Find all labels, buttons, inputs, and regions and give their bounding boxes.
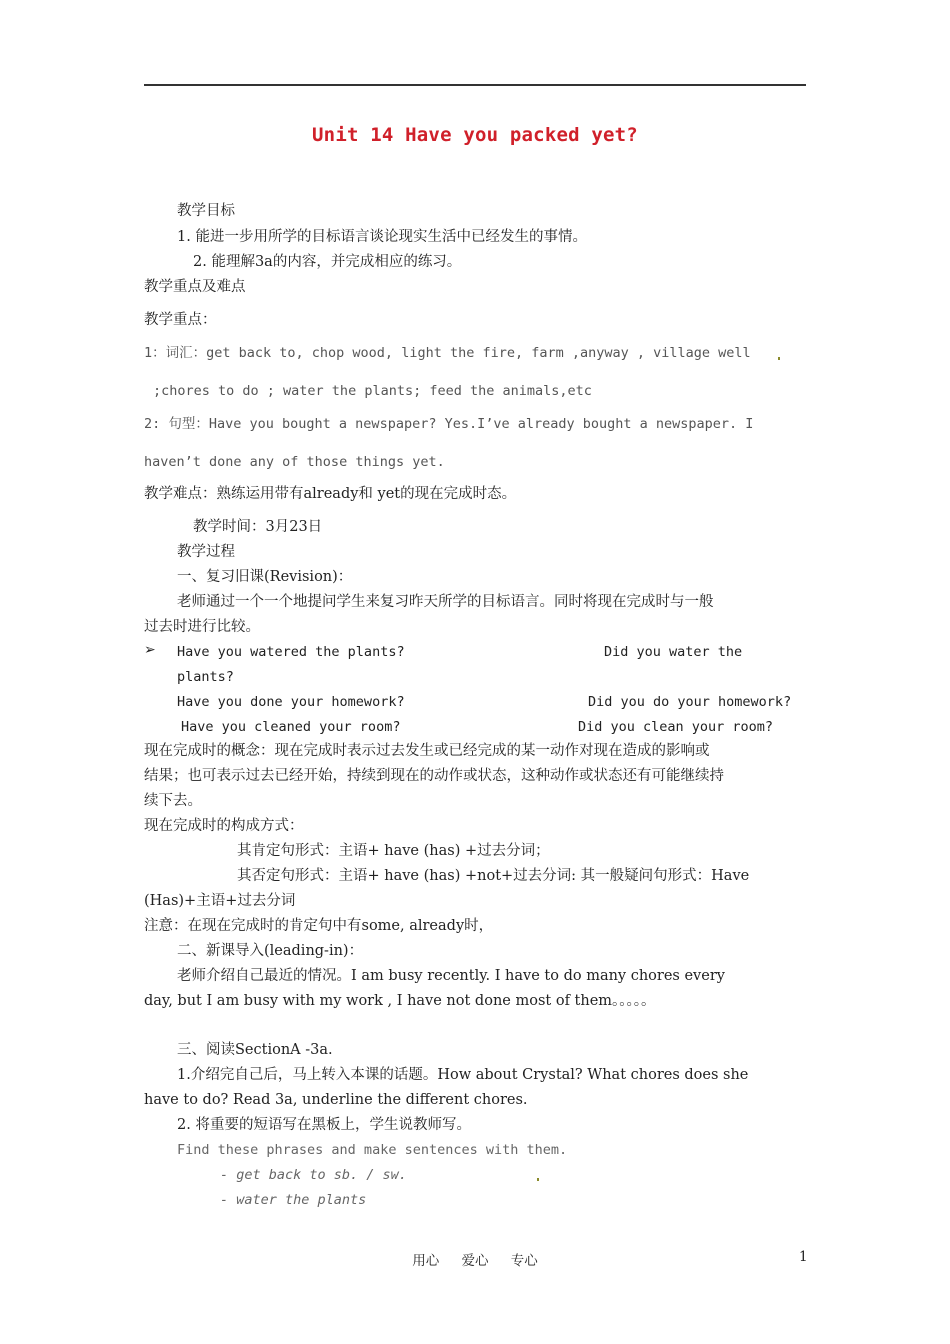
concept-paragraph: 现在完成时的概念：现在完成时表示过去发生或已经完成的某一动作对现在造成的影响或 (144, 743, 710, 759)
revision-paragraph: 老师通过一个一个地提问学生来复习昨天所学的目标语言。同时将现在完成时与一般 (177, 594, 714, 610)
stray-mark-dot (537, 1178, 539, 1181)
question-present-perfect-3: Have you cleaned your room? (181, 719, 401, 735)
note-line: 注意：在现在完成时的肯定句中有some, already时， (144, 918, 494, 934)
revision-heading: 一、复习旧课(Revision)： (177, 569, 353, 585)
reading-step-1-cont: have to do? Read 3a, underline the different chores. (144, 1092, 528, 1108)
sentence-pattern-line: 2: 句型：Have you bought a newspaper? Yes.I’ve already bought a newspaper. I (144, 416, 754, 432)
process-heading: 教学过程 (177, 544, 235, 560)
leading-in-paragraph: 老师介绍自己最近的情况。I am busy recently. I have to do many chores every (177, 968, 725, 984)
question-present-perfect-2: Have you done your homework? (177, 694, 405, 710)
question-past-2: Did you do your homework? (588, 694, 792, 710)
vocabulary-line-2: ;chores to do ; water the plants; feed the animals,etc (153, 383, 592, 399)
concept-paragraph-2: 结果；也可表示过去已经开始，持续到现在的动作或状态，这种动作或状态还有可能继续持 (144, 768, 724, 784)
difficulty-line: 教学难点：熟练运用带有already和 yet的现在完成时态。 (144, 486, 517, 502)
leading-in-heading: 二、新课导入(leading-in)： (177, 943, 364, 959)
reading-step-1: 1.介绍完自己后，马上转入本课的话题。How about Crystal? What chores does she (177, 1067, 749, 1083)
document-title: Unit 14 Have you packed yet? (312, 124, 638, 146)
key-points-label: 教学重点： (144, 312, 217, 328)
phrase-item-2: - water the plants (220, 1192, 367, 1208)
page-number: 1 (799, 1249, 808, 1265)
stray-mark-dot (778, 357, 780, 360)
objective-2: 2. 能理解3a的内容，并完成相应的练习。 (193, 254, 462, 270)
key-points-heading: 教学重点及难点 (144, 279, 246, 295)
revision-paragraph-2: 过去时进行比较。 (144, 619, 260, 635)
reading-step-2: 2. 将重要的短语写在黑板上，学生说教师写。 (177, 1117, 471, 1133)
question-past-1: Did you water the (604, 644, 743, 660)
question-past-1-cont: plants? (177, 669, 234, 685)
question-form: (Has)+主语+过去分词 (144, 893, 296, 909)
header-rule (144, 84, 806, 86)
affirmative-form: 其肯定句形式：主语+ have (has) +过去分词； (237, 843, 550, 859)
arrow-bullet-icon: ➢ (144, 642, 156, 658)
objective-1: 1. 能进一步用所学的目标语言谈论现实生活中已经发生的事情。 (177, 229, 587, 245)
footer-motto: 用心 爱心 专心 (412, 1253, 538, 1269)
leading-in-paragraph-2: day, but I am busy with my work , I have not done most of them。。。。。 (144, 993, 656, 1009)
sentence-pattern-line-2: haven’t done any of those things yet. (144, 454, 445, 470)
section-objectives-heading: 教学目标 (177, 203, 235, 219)
vocabulary-line: 1：词汇：get back to, chop wood, light the fire, farm ,anyway , village well (144, 345, 751, 361)
reading-heading: 三、阅读SectionA -3a. (177, 1042, 333, 1058)
concept-paragraph-3: 续下去。 (144, 793, 202, 809)
phrase-item-1: - get back to sb. / sw. (220, 1167, 407, 1183)
negative-form: 其否定句形式：主语+ have (has) +not+过去分词: 其一般疑问句形式：Have (237, 868, 750, 884)
structure-heading: 现在完成时的构成方式： (144, 818, 304, 834)
exercise-instruction: Find these phrases and make sentences with them. (177, 1142, 568, 1158)
teaching-time: 教学时间：3月23日 (193, 519, 323, 535)
question-past-3: Did you clean your room? (578, 719, 774, 735)
question-present-perfect-1: Have you watered the plants? (177, 644, 405, 660)
